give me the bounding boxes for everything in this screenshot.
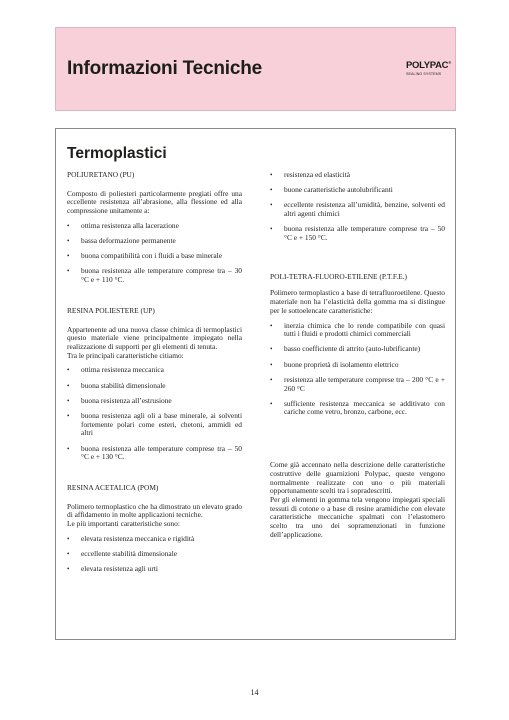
list-item: • ottima resistenza alla lacerazione bbox=[67, 222, 242, 231]
list-item: • buone proprietà di isolamento elettrico bbox=[270, 361, 445, 370]
right-column bbox=[270, 171, 445, 539]
pom-list bbox=[67, 535, 242, 574]
page-number: 14 bbox=[250, 688, 259, 697]
pu-intro: Composto di poliesteri particolarmente pregiati offre una eccellente resistenza all’abrasione, alla flessione ed alla compressione unitamente a: bbox=[67, 188, 242, 216]
list-item: • buona resistenza all’estrusione bbox=[67, 397, 242, 406]
polypac-logo bbox=[406, 60, 452, 76]
logo-tagline: SEALING SYSTEMS bbox=[406, 72, 442, 76]
page-header bbox=[55, 27, 456, 111]
ptfe-intro: Polimero termoplastico a base di tetrafluoroetilene. Questo materiale non ha l’elasticità della gomma ma si distingue per le sottoelencate caratteristiche: bbox=[270, 288, 445, 315]
list-item: • elevata resistenza agli urti bbox=[67, 565, 242, 574]
ptfe-heading: POLI-TETRA-FLUORO-ETILENE (P.T.F.E.) bbox=[270, 271, 408, 281]
up-list bbox=[67, 366, 242, 462]
list-item: • buone caratteristiche autolubrificanti bbox=[270, 186, 445, 195]
logo-name bbox=[406, 60, 452, 71]
list-item: • eccellente stabilità dimensionale bbox=[67, 550, 242, 559]
up-intro: Appartenente ad una nuova classe chimica di termoplastici questo materiale viene principalmente impiegato nella realizzazione di supporti per gli elementi di tenuta. bbox=[67, 324, 242, 351]
left-column bbox=[67, 171, 242, 580]
closing-paragraph-1: Come già accennato nella descrizione delle caratteristiche costruttive delle guarnizioni Polypac, queste vengono normalmente realizzate con uno o più materiali opportunamente scelti tra i sopradescritti. bbox=[270, 460, 445, 496]
closing-paragraph-2: Per gli elementi in gomma tela vengono impiegati speciali tessuti di cotone o a base di resine aramidiche con elevate caratteristiche meccaniche spalmati con l’elastomero scelto tra uno dei sopramenzionati in funzione dell’applicazione. bbox=[270, 494, 445, 539]
list-item: • buona resistenza alle temperature comprese tra – 30 °C e + 110 °C. bbox=[67, 267, 242, 284]
list-item: • basso coefficiente di attrito (auto-lubrificante) bbox=[270, 345, 445, 354]
logo-wordmark: POLYPAC bbox=[406, 60, 449, 71]
list-item: • resistenza alle temperature comprese tra – 200 °C e + 260 °C bbox=[270, 376, 445, 393]
ptfe-list bbox=[270, 322, 445, 418]
logo-registered-mark: ® bbox=[448, 60, 451, 65]
content-panel bbox=[55, 128, 456, 640]
pu-list bbox=[67, 222, 242, 285]
list-item: • ottima resistenza meccanica bbox=[67, 366, 242, 375]
list-item: • bassa deformazione permanente bbox=[67, 237, 242, 246]
pom-heading: RESINA ACETALICA (POM) bbox=[67, 482, 159, 492]
list-item: • buona stabilità dimensionale bbox=[67, 382, 242, 391]
page-title: Informazioni Tecniche bbox=[67, 58, 262, 79]
section-title: Termoplastici bbox=[67, 145, 167, 162]
list-item: • inerzia chimica che lo rende compatibile con quasi tutti i fluidi e prodotti chimici commerciali bbox=[270, 322, 445, 339]
pu-heading: POLIURETANO (PU) bbox=[67, 170, 135, 179]
list-item: • buona resistenza agli oli a base minerale, ai solventi fortemente polari come esteri, chetoni, ammidi ed altri bbox=[67, 412, 242, 438]
list-item: • buona resistenza alle temperature comprese tra – 50 °C e + 130 °C. bbox=[67, 445, 242, 462]
pom-intro-2: Le più importanti caratteristiche sono: bbox=[67, 519, 180, 529]
list-item: • resistenza ed elasticità bbox=[270, 171, 445, 180]
pom-list-continued bbox=[270, 171, 445, 243]
list-item: • eccellente resistenza all’umidità, benzine, solventi ed altri agenti chimici bbox=[270, 201, 445, 218]
list-item: • buona resistenza alle temperature comprese tra – 50 °C e + 150 °C. bbox=[270, 225, 445, 242]
up-intro-2: Tra le principali caratteristiche citiamo: bbox=[67, 350, 184, 360]
pom-intro: Polimero termoplastico che ha dimostrato un elevato grado di affidamento in molte applicazioni tecniche. bbox=[67, 501, 242, 520]
list-item: • buona compatibilità con i fluidi a base minerale bbox=[67, 252, 242, 261]
up-heading: RESINA POLIESTERE (UP) bbox=[67, 305, 155, 315]
list-item: • elevata resistenza meccanica e rigidità bbox=[67, 535, 242, 544]
list-item: • sufficiente resistenza meccanica se additivato con cariche come vetro, bronzo, carbone, ecc. bbox=[270, 400, 445, 417]
